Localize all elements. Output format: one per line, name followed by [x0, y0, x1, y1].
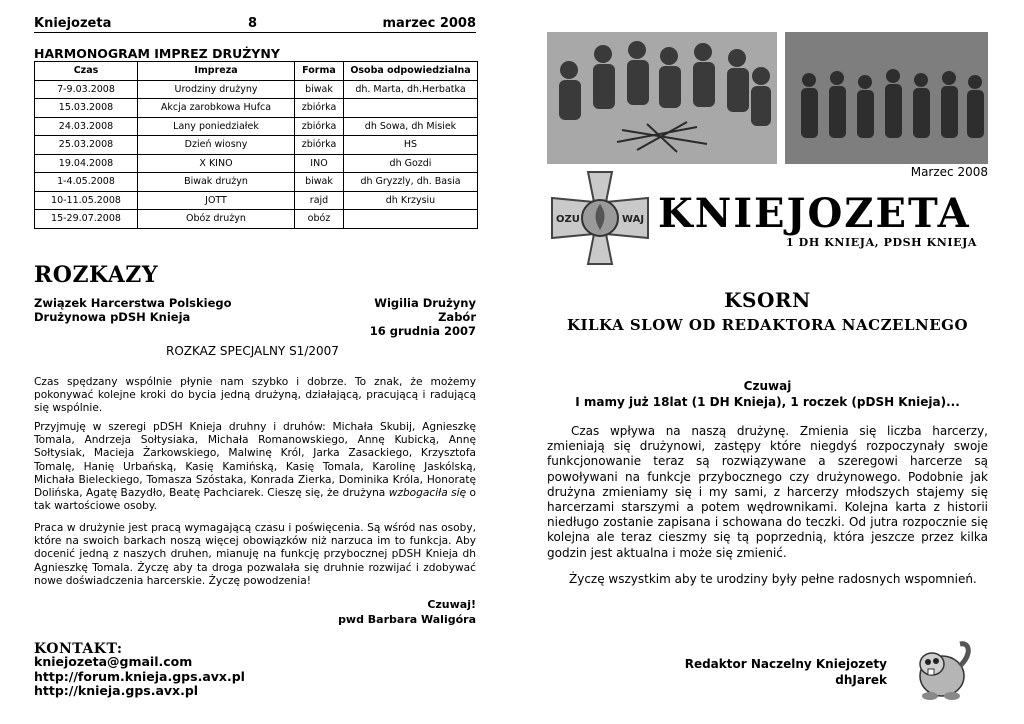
contact-heading: KONTAKT:	[34, 641, 123, 657]
table-header-row	[35, 62, 478, 81]
page-number: 8	[248, 16, 258, 31]
column-header: Impreza	[138, 62, 295, 81]
order-paragraph: Praca w drużynie jest pracą wymagającą czasu i poświęcenia. Są wśród nas osoby, które na swoich barkach noszą więcej obowiązków niż narzuca im to funkcja. Aby docenić jedną z naszych druhen, mianuję na funkcję przybocznej pDSH Knieja dh Agnieszkę Tomala. Życzę aby ta droga pozwalała się druhnie rozwijać i zdobywać nowe doświadczenia harcerskie. Życzę powodzenia!	[34, 522, 476, 587]
ksorn-heading: KSORN	[724, 288, 811, 312]
place-line: Wigilia Drużyny	[374, 296, 476, 310]
masthead-title: KNIEJOZETA	[658, 190, 971, 237]
issue-date: Marzec 2008	[910, 165, 988, 179]
table-row	[35, 210, 478, 229]
table-cell: 15.03.2008	[35, 99, 138, 118]
table-cell	[344, 99, 478, 118]
contact-block	[34, 655, 245, 699]
table-cell: biwak	[295, 80, 344, 99]
table-cell: dh. Marta, dh.Herbatka	[344, 80, 478, 99]
table-cell: Biwak drużyn	[138, 173, 295, 192]
order-number: ROZKAZ SPECJALNY S1/2007	[166, 344, 339, 358]
table-cell: Akcja zarobkowa Hufca	[138, 99, 295, 118]
table-row	[35, 99, 478, 118]
order-emphasis: wzbogaciła się	[388, 487, 467, 500]
header-date: marzec 2008	[382, 16, 476, 31]
editorial-lead-line: I mamy już 18lat (1 DH Knieja), 1 roczek (pDSH Knieja)...	[575, 395, 960, 409]
table-cell: 1-4.05.2008	[35, 173, 138, 192]
table-cell: Dzień wiosny	[138, 136, 295, 155]
table-cell: zbiórka	[295, 117, 344, 136]
masthead-subtitle: 1 DH KNIEJA, PDSH KNIEJA	[786, 236, 978, 249]
table-cell: 10-11.05.2008	[35, 191, 138, 210]
organization-block	[34, 296, 232, 324]
contact-email[interactable]: kniejozeta@gmail.com	[34, 654, 193, 669]
table-cell: rajd	[295, 191, 344, 210]
editorial-greeting: Czuwaj	[743, 379, 792, 393]
editorial-paragraph: Życzę wszystkim aby te urodziny były pełne radosnych wspomnień.	[569, 572, 977, 586]
table-cell: HS	[344, 136, 478, 155]
date-line: 16 grudnia 2007	[369, 324, 476, 338]
org-line: Związek Harcerstwa Polskiego	[34, 296, 232, 310]
order-paragraph: Czas spędzany wspólnie płynie nam szybko i dobrze. To znak, że możemy pokonywać kolejne kroki do bycia jedną drużyną, działającą, pracującą i radującą się wspólnie.	[34, 376, 476, 415]
table-cell: 15-29.07.2008	[35, 210, 138, 229]
org-line: Drużynowa pDSH Knieja	[34, 310, 191, 324]
squirrel-illustration	[904, 636, 974, 706]
contact-forum-link[interactable]: http://forum.knieja.gps.avx.pl	[34, 668, 245, 684]
squirrel-icon	[904, 636, 974, 706]
table-cell: dh Krzysiu	[344, 191, 478, 210]
table-cell: zbiórka	[295, 99, 344, 118]
table-cell: dh Gozdi	[344, 154, 478, 173]
order-signature	[300, 597, 476, 627]
group-photo-illustration	[547, 32, 988, 164]
table-cell: Obóz drużyn	[138, 210, 295, 229]
signature-name: pwd Barbara Waligóra	[338, 613, 476, 626]
place-line: Zabór	[438, 310, 476, 324]
order-text: Przyjmuję w szeregi pDSH Knieja druhny i druhów: Michała Skubij, Agnieszkę Tomala, Andrzeja Sołtysiaka, Michała Romanowskiego, Annę Kubicką, Annę Sołtysiak, Macieja Żarkowskiego, Malwinę Król, Jarka Zasackiego, Krzysztofa Tomalę, Hanię Urbańską, Kasię Kamińską, Kasię Tomala, Karolinę Jaskólską, Michała Bieleckiego, Tomasza Szóstaka, Konrada Zierka, Dominika Króla, Honoratę Dolińska, Agatę Bazydło, Beatę Pachciarek. Cieszę się, że drużyna	[34, 421, 476, 500]
table-cell: INO	[295, 154, 344, 173]
editor-name: dhJarek	[835, 673, 887, 687]
page-header	[34, 16, 476, 33]
table-cell: X KINO	[138, 154, 295, 173]
contact-site-link[interactable]: http://knieja.gps.avx.pl	[34, 683, 199, 698]
editor-title: Redaktor Naczelny Kniejozety	[684, 657, 887, 671]
table-cell: zbiórka	[295, 136, 344, 155]
table-cell: 7-9.03.2008	[35, 80, 138, 99]
column-header: Czas	[35, 62, 138, 81]
table-cell: dh Gryzzly, dh. Basia	[344, 173, 478, 192]
group-photo	[547, 32, 988, 164]
table-row	[35, 173, 478, 192]
table-row	[35, 136, 478, 155]
editorial-lead	[547, 378, 988, 410]
table-cell: JOTT	[138, 191, 295, 210]
table-cell: dh Sowa, dh Misiek	[344, 117, 478, 136]
table-cell: Urodziny drużyny	[138, 80, 295, 99]
table-row	[35, 154, 478, 173]
editorial-paragraph: Czas wpływa na naszą drużynę. Zmienia się liczba harcerzy, zmieniają się drużynowi, zastępy które niegdyś rozpoczynały swoje funkcjonowanie teraz są rozwiązywane a szeregowi harcerze są powoływani na funkcje przybocznego czy drużynowego. Podobnie jak drużyna zmieniamy się i my sami, z harcerzy młodszych stajemy się harcerzami starszymi a potem wędrownikami. Kolejna karta z historii niedługo zostanie zapisana i schowana do teczki. Od jutra rozpocznie się kolejna ale teraz cieszmy się tą poprzednią, która jeszcze przez kilka godzin jest aktualna i może się zmienić.	[547, 424, 988, 560]
table-row	[35, 80, 478, 99]
table-cell: obóz	[295, 210, 344, 229]
scout-cross-icon	[548, 168, 652, 268]
ksorn-subheading: KILKA SLOW OD REDAKTORA NACZELNEGO	[566, 316, 969, 334]
column-header: Osoba odpowiedzialna	[344, 62, 478, 81]
table-cell: 19.04.2008	[35, 154, 138, 173]
scout-cross-logo	[548, 168, 652, 268]
editor-signature	[650, 656, 887, 688]
schedule-table	[34, 61, 478, 229]
table-row	[35, 191, 478, 210]
table-cell: 25.03.2008	[35, 136, 138, 155]
signature-greeting: Czuwaj!	[427, 598, 476, 611]
order-paragraph	[34, 421, 476, 513]
order-text: o tak wartościowe osoby.	[34, 487, 477, 513]
place-date-block	[330, 296, 476, 338]
column-header: Forma	[295, 62, 344, 81]
table-row	[35, 117, 478, 136]
table-cell	[344, 210, 478, 229]
schedule-title: HARMONOGRAM IMPREZ DRUŻYNY	[34, 46, 280, 61]
badge-text-left: OZU	[556, 214, 580, 225]
header-title: Kniejozeta	[34, 16, 112, 31]
table-cell: Lany poniedziałek	[138, 117, 295, 136]
table-cell: biwak	[295, 173, 344, 192]
badge-text-right: WAJ	[622, 214, 645, 225]
rozkazy-heading: ROZKAZY	[34, 262, 159, 288]
table-cell: 24.03.2008	[35, 117, 138, 136]
